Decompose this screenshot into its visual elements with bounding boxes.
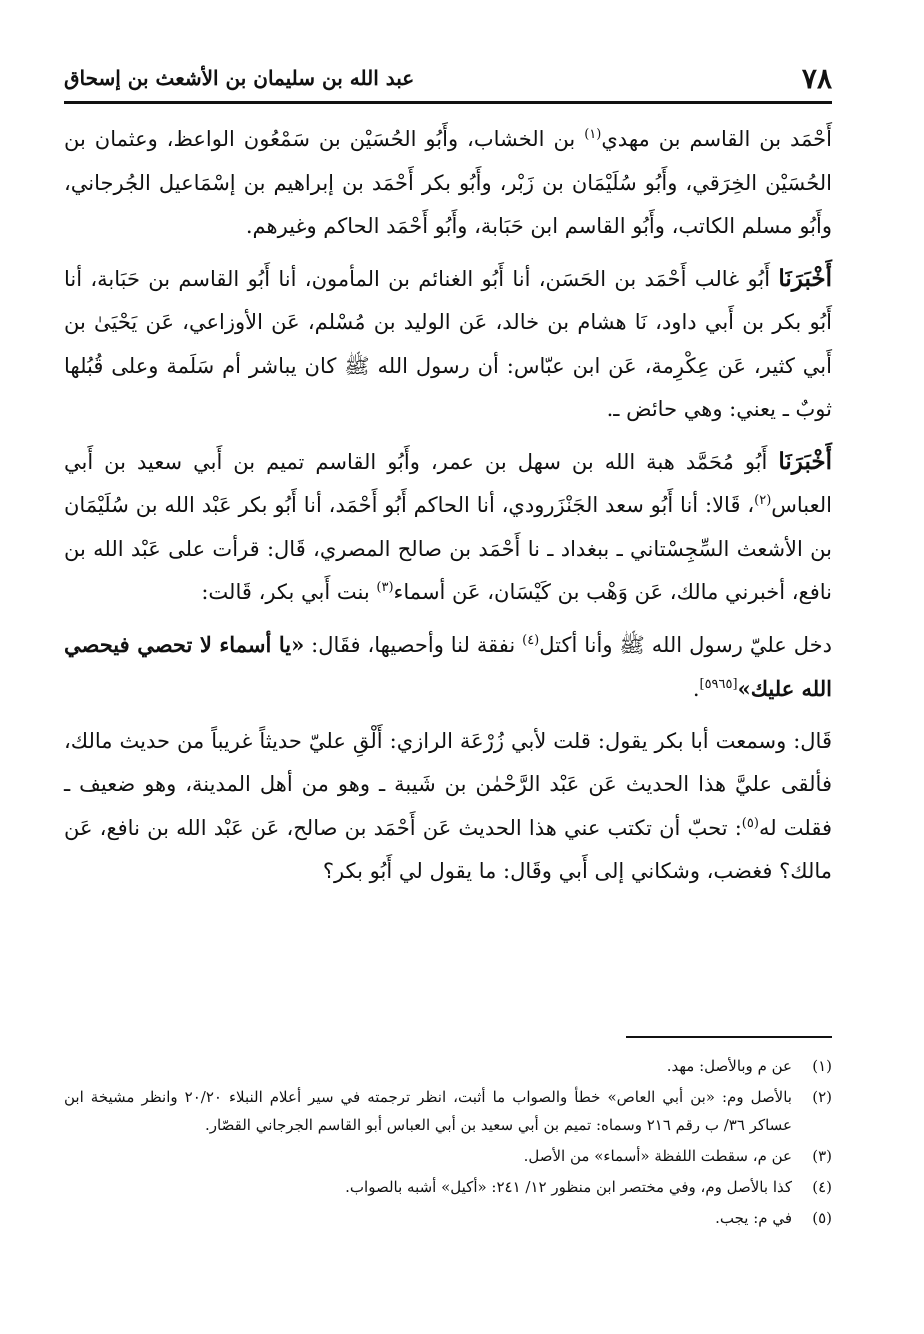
- header-rule: [64, 101, 832, 104]
- footnote-number: (٢): [812, 1088, 832, 1106]
- text-run: بنت أَبي بكر، قَالت:: [201, 580, 377, 604]
- text-run: بن الخشاب، وأَبُو الحُسَيْن بن سَمْعُون الواعظ، وعثمان بن الحُسَيْن الخِرَقي، وأَبُو سُلَيْمَان بن زَبْر، وأَبُو بكر أَحْمَد بن إبراهيم بن إسْمَاعيل الجُرجاني، وأَبُو مسلم الكاتب، وأَبُو القاسم ابن حَبَابة، وأَبُو أَحْمَد الحاكم وغيرهم.: [64, 127, 832, 238]
- paragraph-3: [64, 440, 832, 615]
- page-number: ٧٨: [801, 61, 832, 95]
- footnote-ref-3[interactable]: (٣): [376, 580, 394, 595]
- footnote-2: [64, 1083, 832, 1139]
- footnote-ref-1[interactable]: (١): [584, 127, 602, 142]
- footnote-ref-5[interactable]: (٥): [741, 815, 759, 831]
- footnote-text: عن م، سقطت اللفظة «أسماء» من الأصل.: [523, 1147, 792, 1165]
- text-run: أَحْمَد بن القاسم بن مهدي: [601, 127, 832, 151]
- footnote-4: [64, 1173, 832, 1201]
- main-text: [64, 118, 832, 902]
- text-run: دخل عليّ رسول الله ﷺ وأنا أكتل: [539, 632, 832, 657]
- footnote-ref-4[interactable]: (٤): [522, 632, 540, 648]
- text-run: أَبُو غالب أَحْمَد بن الحَسَن، أنا أَبُو الغنائم بن المأمون، أنا أَبُو القاسم بن حَبَابة، أنا أَبُو بكر بن أَبي داود، نَا هشام بن خالد، عَن الوليد بن مُسْلم، عَن الأوزاعي، عَن يَحْيَىٰ بن أَبي كثير، عَن عِكْرِمة، عَن ابن عبّاس: أن رسول الله ﷺ كان يباشر أم سَلَمة وعلى قُبُلها ثوبٌ ـ يعني: وهي حائض ـ.: [64, 266, 832, 421]
- page-header: [64, 58, 832, 98]
- running-title: عبد الله بن سليمان بن الأشعث بن إسحاق: [64, 66, 415, 90]
- paragraph-5: [64, 720, 832, 894]
- footnote-separator: [626, 1036, 832, 1038]
- footnote-5: [64, 1204, 832, 1232]
- hadith-number: [٥٩٦٥]: [699, 677, 738, 692]
- footnote-number: (٣): [812, 1147, 832, 1165]
- footnote-number: (٤): [812, 1178, 832, 1196]
- footnote-text: عن م وبالأصل: مهد.: [666, 1057, 792, 1075]
- text-run: .: [692, 677, 700, 701]
- footnote-text: كذا بالأصل وم، وفي مختصر ابن منظور ١٢/ ٢٤١: «أكيل» أشبه بالصواب.: [345, 1178, 792, 1196]
- footnote-number: (٥): [812, 1209, 832, 1227]
- paragraph-4: [64, 623, 832, 712]
- footnote-number: (١): [812, 1057, 832, 1075]
- footnote-3: [64, 1142, 832, 1170]
- footnote-ref-2[interactable]: (٢): [754, 493, 772, 508]
- paragraph-2: [64, 257, 832, 432]
- footnote-1: [64, 1052, 832, 1080]
- footnotes: [64, 1052, 832, 1235]
- text-run: أَبُو مُحَمَّد هبة الله بن سهل بن عمر، وأَبُو القاسم تميم بن أَبي سعيد بن أَبي العباس: [64, 449, 832, 517]
- lead-word: أَخْبَرَنَا: [778, 447, 832, 475]
- text-run: نفقة لنا وأحصيها، فقَال:: [304, 632, 523, 657]
- text-run: : تحبّ أن تكتب عني هذا الحديث عَن أَحْمَد بن صالح، عَن عَبْد الله بن نافع، عَن مالك؟ فغضب، وشكاني إلى أَبي وقَال: ما يقول لي أَبُو بكر؟: [64, 815, 832, 883]
- lead-word: أَخْبَرَنَا: [778, 264, 832, 292]
- footnote-text: بالأصل وم: «بن أبي العاص» خطأ والصواب ما أثبت، انظر ترجمته في سير أعلام النبلاء ٢٠/٢٠ وانظر مشيخة ابن عساكر ٣٦/ ب رقم ٢١٦ وسماه: تميم بن أبي سعيد بن أبي العباس أبو القاسم الجرجاني القصّار.: [64, 1088, 792, 1134]
- text-run: قَال: وسمعت أبا بكر يقول: قلت لأبي زُرْعَة الرازي: أَلْقِ عليّ حديثاً غريباً من حديث مالك، فألقى عليَّ هذا الحديث عَن عَبْد الرَّحْمٰن بن شَيبة ـ وهو من أهل المدينة، وهو ضعيف ـ فقلت له: [64, 728, 832, 840]
- paragraph-1: [64, 118, 832, 249]
- hadith-quote: «يا أسماء لا تحصي فيحصي الله عليك»: [64, 631, 832, 701]
- text-run: ، قَالا: أنا أَبُو سعد الجَنْزَرودي، أنا الحاكم أَبُو أَحْمَد، أنا أَبُو بكر عَبْد الله بن سُلَيْمَان بن الأشعث السِّجِسْتاني ـ ببغداد ـ نا أَحْمَد بن صالح المصري، قَال: قرأت على عَبْد الله بن نافع، أخبرني مالك، عَن وَهْب بن كَيْسَان، عَن أسماء: [64, 493, 832, 604]
- footnote-text: في م: يجب.: [715, 1209, 792, 1227]
